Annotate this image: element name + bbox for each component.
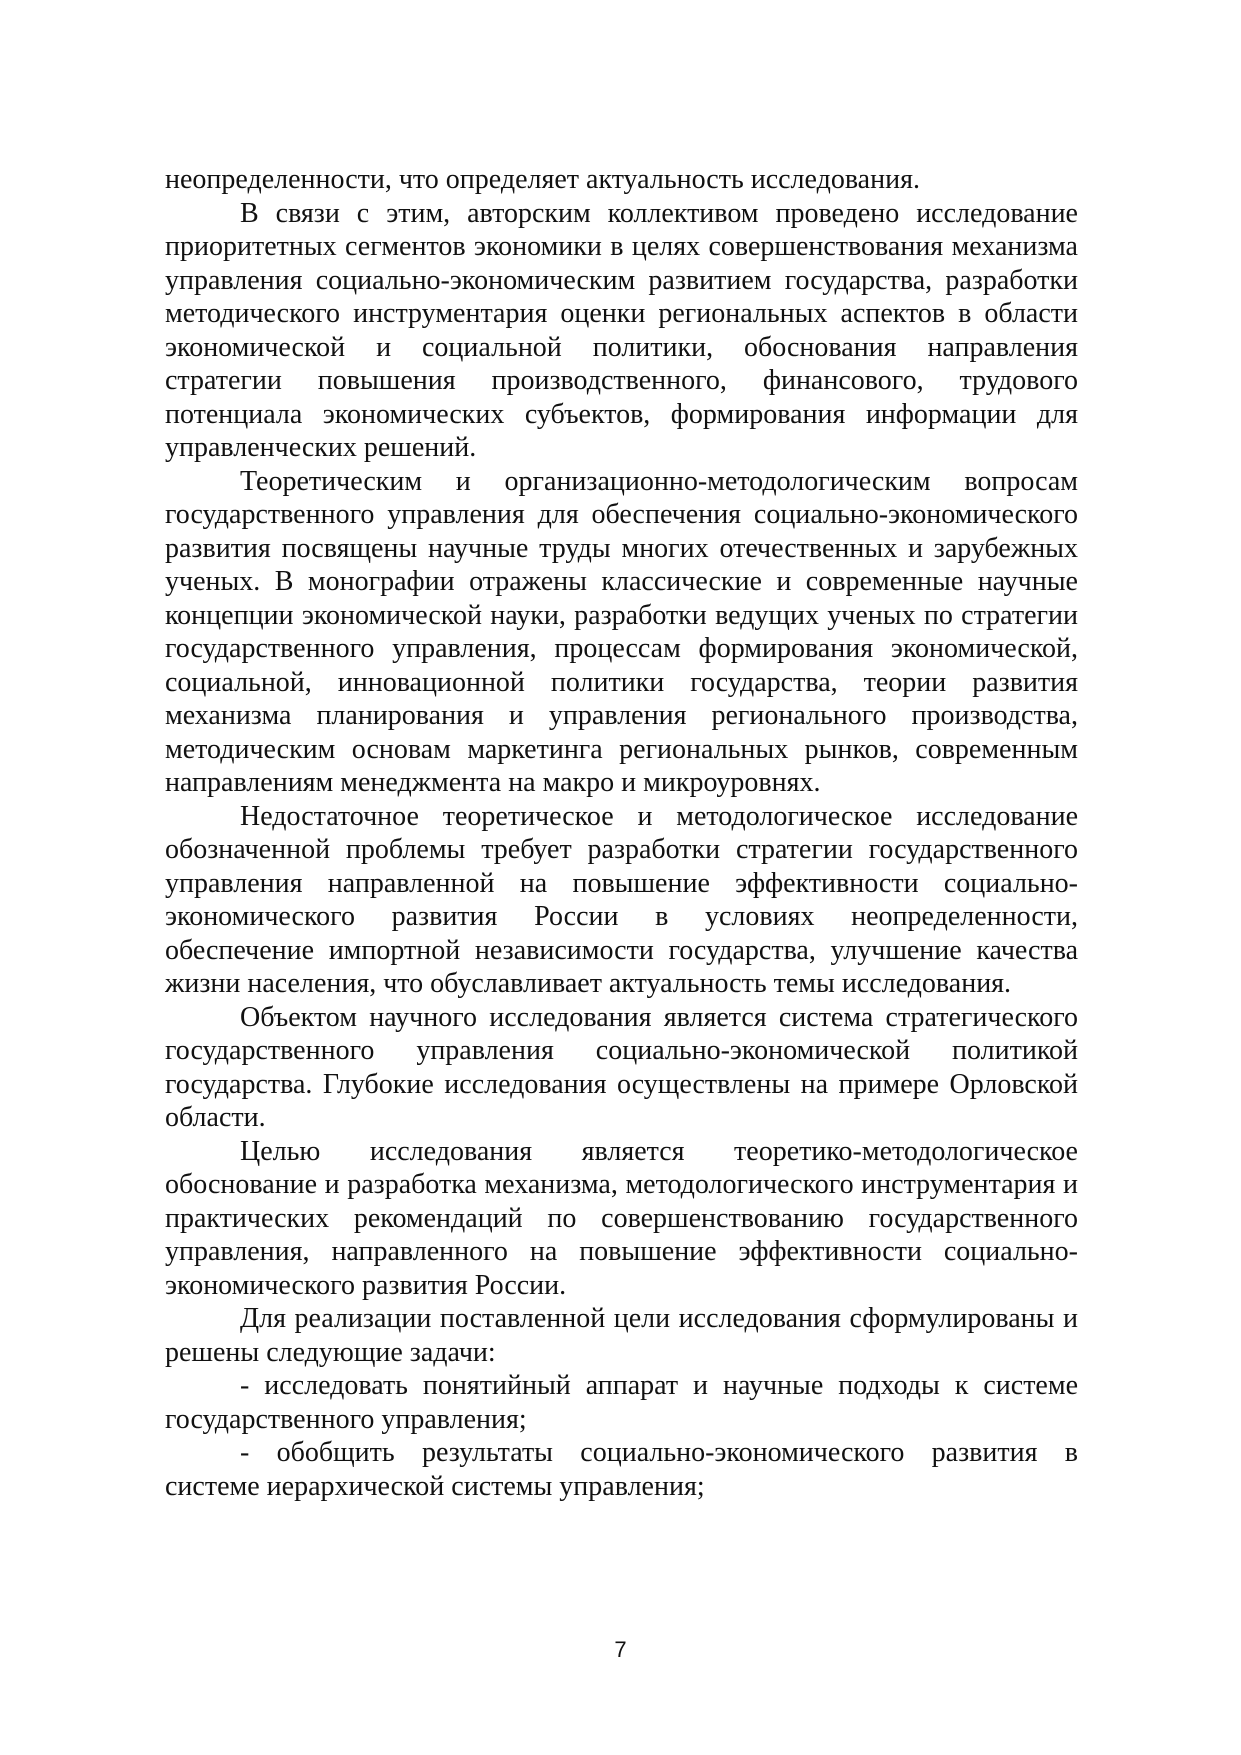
- paragraph-continuation: неопределенности, что определяет актуальность исследования.: [165, 164, 920, 195]
- paragraph-tasks-intro: Для реализации поставленной цели исследования сформулированы и решены следующие задачи:: [165, 1303, 1078, 1368]
- paragraph-research-description: В связи с этим, авторским коллективом проведено исследование приоритетных сегментов экономики в целях совершенствования механизма управления социально-экономическим развитием государства, разработки методического инструментария оценки региональных аспектов в области экономической и социальной политики, обоснования направления стратегии повышения производственного, финансового, трудового потенциала экономических субъектов, формирования информации для управленческих решений.: [165, 197, 1078, 463]
- list-item-task: - обобщить результаты социально-экономического развития в системе иерархической системы управления;: [165, 1437, 1078, 1502]
- page-number: 7: [614, 1637, 627, 1662]
- body-text: [165, 163, 1078, 1503]
- paragraph-object: Объектом научного исследования является система стратегического государственного управления социально-экономической политикой государства. Глубокие исследования осуществлены на примере Орловской области.: [165, 1001, 1078, 1133]
- paragraph-literature-review: Теоретическим и организационно-методологическим вопросам государственного управления для обеспечения социально-экономического развития посвящены научные труды многих отечественных и зарубежных ученых. В монографии отражены классические и современные научные концепции экономической науки, разработки ведущих ученых по стратегии государственного управления, процессам формирования экономической, социальной, инновационной политики государства, теории развития механизма планирования и управления регионального производства, методическим основам маркетинга региональных рынков, современным направлениям менеджмента на макро и микроуровнях.: [165, 465, 1078, 798]
- paragraph-relevance: Недостаточное теоретическое и методологическое исследование обозначенной проблемы требует разработки стратегии государственного управления направленной на повышение эффективности социально-экономического развития России в условиях неопределенности, обеспечение импортной независимости государства, улучшение качества жизни населения, что обуславливает актуальность темы исследования.: [165, 800, 1078, 999]
- paragraph-goal: Целью исследования является теоретико-методологическое обоснование и разработка механизма, методологического инструментария и практических рекомендаций по совершенствованию государственного управления, направленного на повышение эффективности социально-экономического развития России.: [165, 1135, 1078, 1301]
- list-item-task: - исследовать понятийный аппарат и научные подходы к системе государственного управления;: [165, 1370, 1078, 1435]
